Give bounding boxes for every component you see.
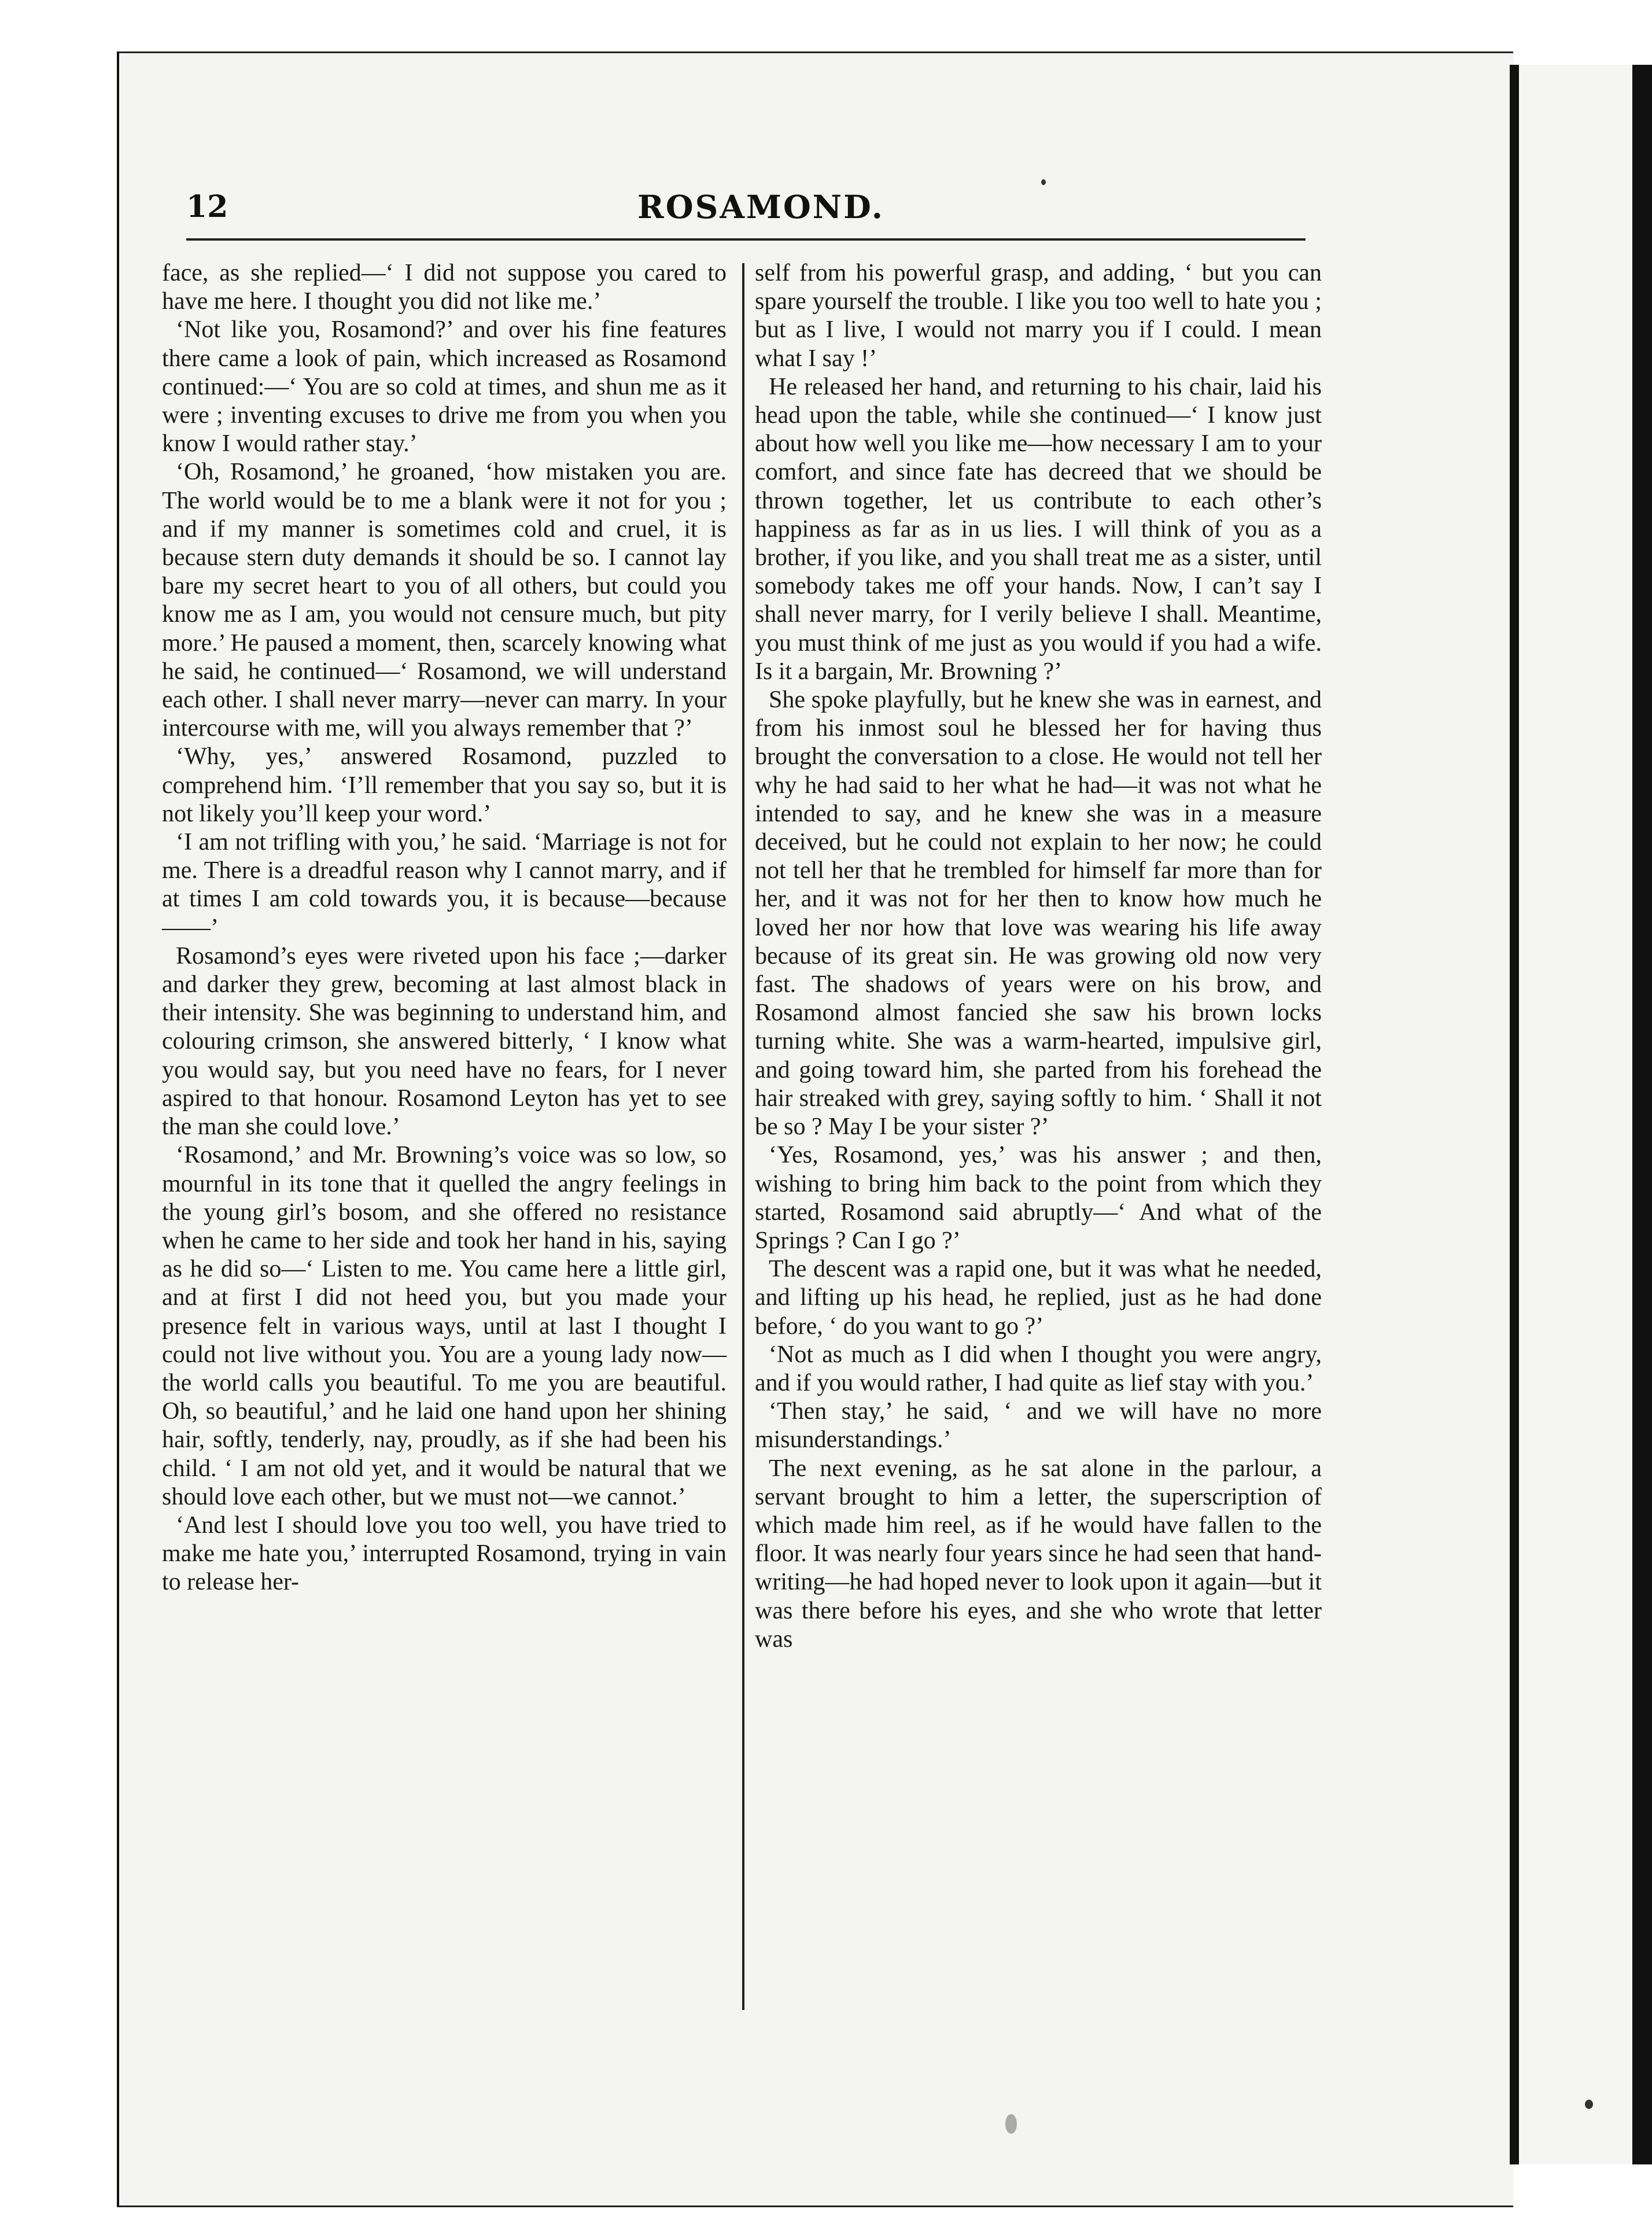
header-rule: [186, 238, 1306, 241]
paragraph: He released her hand, and returning to his chair, laid his head upon the table, while she continued—‘ I know just about how well you like me—how necessary I am to your comfort, and since fate has decreed that we should be thrown together, let us contribute to each other’s happiness as far as in us lies. I will think of you as a brother, if you like, and you shall treat me as a sister, until somebody takes me off your hands. Now, I can’t say I shall never marry, for I verily believe I shall. Meantime, you must think of me just as you would if you had a wife. Is it a bargain, Mr. Browning ?’: [755, 373, 1322, 685]
print-speck: [1041, 179, 1046, 185]
paragraph: ‘Then stay,’ he said, ‘ and we will have no more misunderstandings.’: [755, 1398, 1322, 1454]
paragraph: ‘Oh, Rosamond,’ he groaned, ‘how mistaken you are. The world would be to me a blank were it not for you ; and if my manner is sometimes cold and cruel, it is because stern duty demands it should be so. I cannot lay bare my secret heart to you of all others, but could you know me as I am, you would not censure much, but pity more.’ He paused a moment, then, scarcely knowing what he said, he continued—‘ Rosamond, we will understand each other. I shall never marry—never can marry. In your intercourse with me, will you always remember that ?’: [162, 459, 727, 742]
paragraph: ‘Rosamond,’ and Mr. Browning’s voice was so low, so mournful in its tone that it quelled the angry feelings in the young girl’s bosom, and she offered no resistance when he came to her side and took her hand in his, saying as he did so—‘ Listen to me. You came here a little girl, and at first I did not heed you, but you made your presence felt in various ways, until at last I thought I could not live without you. You are a young lady now—the world calls you beautiful. To me you are beautiful. Oh, so beautiful,’ and he laid one hand upon her shining hair, softly, tenderly, nay, proudly, as if she had been his child. ‘ I am not old yet, and it would be natural that we should love each other, but we must not—we cannot.’: [162, 1142, 727, 1510]
paragraph: ‘Not as much as I did when I thought you were angry, and if you would rather, I had quite as lief stay with you.’: [755, 1341, 1322, 1396]
running-title: ROSAMOND.: [637, 188, 884, 226]
running-header: [186, 190, 1306, 224]
right-column: [755, 259, 1322, 1654]
paragraph: ‘Not like you, Rosamond?’ and over his fine features there came a look of pain, which increased as Rosamond continued:—‘ You are so cold at times, and shun me as it were ; inventing excuses to drive me from you when you know I would rather stay.’: [162, 316, 727, 458]
paragraph: ‘I am not trifling with you,’ he said. ‘Marriage is not for me. There is a dreadful reason why I cannot marry, and if at times I am cold towards you, it is because—because——’: [162, 829, 727, 941]
paragraph: Rosamond’s eyes were riveted upon his face ;—darker and darker they grew, becoming at last almost black in their intensity. She was beginning to understand him, and colouring crimson, she answered bitterly, ‘ I know what you would say, but you need have no fears, for I never aspired to that honour. Rosamond Leyton has yet to see the man she could love.’: [162, 942, 727, 1141]
paragraph: She spoke playfully, but he knew she was in earnest, and from his inmost soul he blessed her for having thus brought the conversation to a close. He would not tell her why he had said to her what he had—it was not what he intended to say, and he knew she was in a measure deceived, but he could not explain to her now; he could not tell her that he trembled for himself far more than for her, and it was not for her then to know how much he loved her nor how that love was wearing his life away because of its great sin. He was growing old now very fast. The shadows of years were on his brow, and Rosamond almost fancied she saw his brown locks turning white. She was a warm-hearted, impulsive girl, and going toward him, she parted from his forehead the hair streaked with grey, saying softly to him. ‘ Shall it not be so ? May I be your sister ?’: [755, 687, 1322, 1141]
paragraph: ‘And lest I should love you too well, you have tried to make me hate you,’ interrupted Rosamond, trying in vain to release her-: [162, 1511, 727, 1596]
paragraph: face, as she replied—‘ I did not suppose you cared to have me here. I thought you did not like me.’: [162, 260, 727, 315]
paragraph: self from his powerful grasp, and adding, ‘ but you can spare yourself the trouble. I like you too well to hate you ; but as I live, I would not marry you if I could. I mean what I say !’: [755, 260, 1322, 372]
paragraph: ‘Yes, Rosamond, yes,’ was his answer ; and then, wishing to bring him back to the point from which they started, Rosamond said abruptly—‘ And what of the Springs ? Can I go ?’: [755, 1142, 1322, 1254]
print-speck: [1005, 2114, 1017, 2134]
paragraph: ‘Why, yes,’ answered Rosamond, puzzled to comprehend him. ‘I’ll remember that you say so, but it is not likely you’ll keep your word.’: [162, 743, 727, 827]
paragraph: The descent was a rapid one, but it was what he needed, and lifting up his head, he replied, just as he had done before, ‘ do you want to go ?’: [755, 1256, 1322, 1340]
facing-page-edge: [1510, 65, 1652, 2164]
page-gutter-shadow: [1632, 65, 1652, 2164]
left-column: [162, 259, 727, 1597]
paragraph: The next evening, as he sat alone in the parlour, a servant brought to him a letter, the superscription of which made him reel, as if he would have fallen to the floor. It was nearly four years since he had seen that hand-writing—he had hoped never to look upon it again—but it was there before his eyes, and she who wrote that letter was: [755, 1455, 1322, 1653]
column-rule: [742, 263, 744, 2010]
page-number: 12: [186, 189, 228, 224]
print-speck: [1585, 2100, 1593, 2109]
